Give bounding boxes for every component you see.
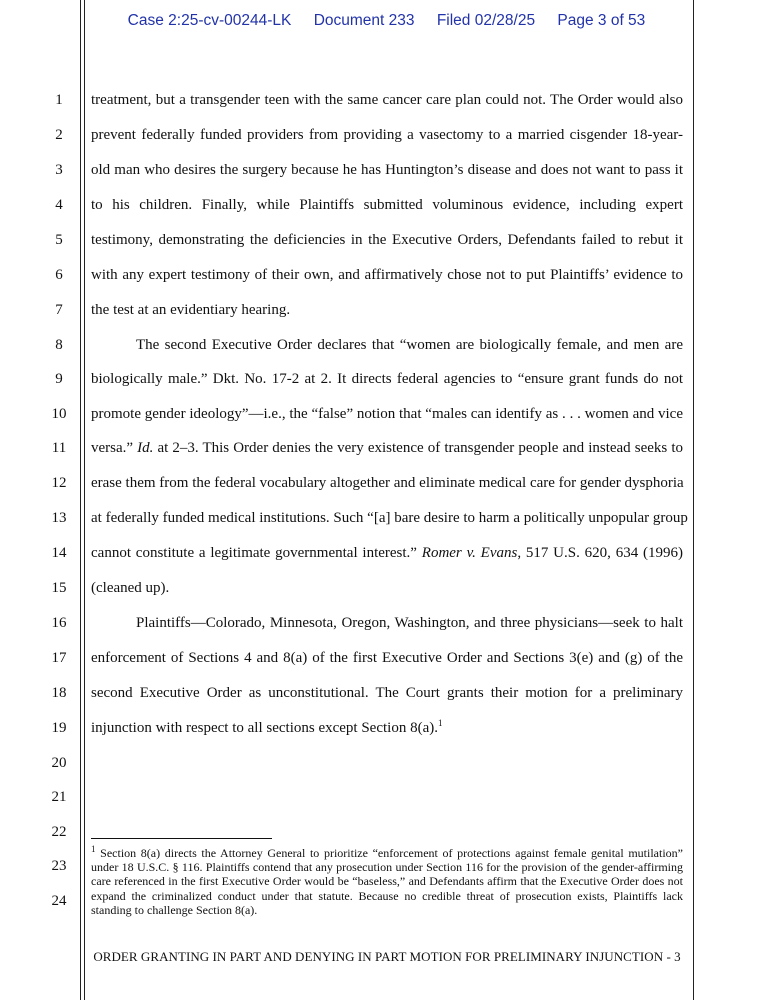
body-line: The second Executive Order declares that “women are biologically female, and men are (136, 337, 683, 353)
line-number: 13 (51, 510, 67, 526)
id-citation: Id. (137, 440, 154, 456)
line-number: 21 (51, 789, 67, 805)
line-number: 15 (51, 580, 67, 596)
body-line (91, 543, 683, 563)
body-line-text: injunction with respect to all sections except Section 8(a). (91, 720, 438, 736)
line-number: 11 (51, 440, 67, 456)
line-number: 14 (51, 545, 67, 561)
body-line-text: at 2–3. This Order denies the very existence of transgender people and instead seeks to (157, 440, 684, 456)
body-line: erase them from the federal vocabulary altogether and eliminate medical care for gender dysphoria (91, 475, 684, 491)
body-line: with any expert testimony of their own, and affirmatively chose not to put Plaintiffs’ evidence to (91, 267, 683, 283)
body-line: enforcement of Sections 4 and 8(a) of the first Executive Order and Sections 3(e) and (g) of the (91, 650, 683, 666)
footnote (91, 846, 683, 917)
case-number: Case 2:25-cv-00244-LK (127, 12, 292, 29)
document-number: Document 233 (313, 12, 415, 29)
left-margin-rule (80, 0, 81, 1000)
line-number: 9 (55, 371, 63, 387)
line-number: 20 (51, 755, 67, 771)
line-number: 8 (55, 337, 63, 353)
line-number: 24 (51, 893, 67, 909)
romer-citation: , 517 U.S. 620, 634 (1996) (517, 545, 683, 561)
body-line: second Executive Order as unconstitutional. The Court grants their motion for a preliminary (91, 685, 683, 701)
body-line: old man who desires the surgery because he has Huntington’s disease and does not want to pass it (91, 162, 683, 178)
line-number: 7 (55, 302, 63, 318)
line-number: 22 (51, 824, 67, 840)
body-line (91, 438, 683, 458)
line-number: 4 (55, 197, 63, 213)
body-line: (cleaned up). (91, 580, 170, 596)
body-line: the test at an evidentiary hearing. (91, 302, 291, 318)
line-number: 12 (51, 475, 67, 491)
romer-case-name: Romer v. Evans (421, 545, 518, 561)
page-indicator: Page 3 of 53 (557, 12, 646, 29)
body-line: prevent federally funded providers from providing a vasectomy to a married cisgender 18-year- (91, 127, 683, 143)
body-line: promote gender ideology”—i.e., the “false” notion that “males can identify as . . . women and vice (91, 406, 683, 422)
line-number: 2 (55, 127, 63, 143)
line-number: 10 (51, 406, 67, 422)
body-line: to his children. Finally, while Plaintiffs submitted voluminous evidence, including expert (91, 197, 683, 213)
line-number: 18 (51, 685, 67, 701)
case-header (0, 12, 773, 30)
footnote-ref[interactable]: 1 (438, 718, 443, 728)
page-footer: ORDER GRANTING IN PART AND DENYING IN PART MOTION FOR PRELIMINARY INJUNCTION - 3 (93, 949, 681, 964)
right-margin-rule (693, 0, 694, 1000)
body-line: Plaintiffs—Colorado, Minnesota, Oregon, Washington, and three physicians—seek to halt (136, 615, 683, 631)
line-number: 16 (51, 615, 67, 631)
line-number: 1 (55, 92, 63, 108)
body-line-text: cannot constitute a legitimate governmental interest.” (91, 545, 417, 561)
filed-date: Filed 02/28/25 (436, 12, 536, 29)
body-line: treatment, but a transgender teen with the same cancer care plan could not. The Order would also (91, 92, 683, 108)
line-number: 19 (51, 720, 67, 736)
body-line (91, 718, 683, 738)
left-margin-rule-inner (84, 0, 85, 1000)
line-number: 5 (55, 232, 63, 248)
line-number: 6 (55, 267, 63, 283)
line-number: 17 (51, 650, 67, 666)
line-number: 3 (55, 162, 63, 178)
footnote-mark: 1 (91, 844, 96, 854)
footnote-text: Section 8(a) directs the Attorney General to prioritize “enforcement of protections against female genital mutilation” under 18 U.S.C. § 116. Plaintiffs contend that any prosecution under Section 116 for the provision of the gender-affirming care referenced in the first Executive Order would be “baseless,” and Defendants affirm that the Executive Order does not expand the criminalized conduct under that statute. Because no credible threat of prosecution exists, Plaintiffs lack standing to challenge Section 8(a). (91, 846, 684, 917)
body-line: at federally funded medical institutions. Such “[a] bare desire to harm a politically unpopular group (91, 510, 688, 526)
footnote-divider (91, 838, 272, 839)
versa-text: versa.” (91, 440, 134, 456)
body-line: testimony, demonstrating the deficiencies in the Executive Orders, Defendants failed to rebut it (91, 232, 683, 248)
line-number: 23 (51, 858, 67, 874)
body-line: biologically male.” Dkt. No. 17-2 at 2. It directs federal agencies to “ensure grant funds do not (91, 371, 683, 387)
